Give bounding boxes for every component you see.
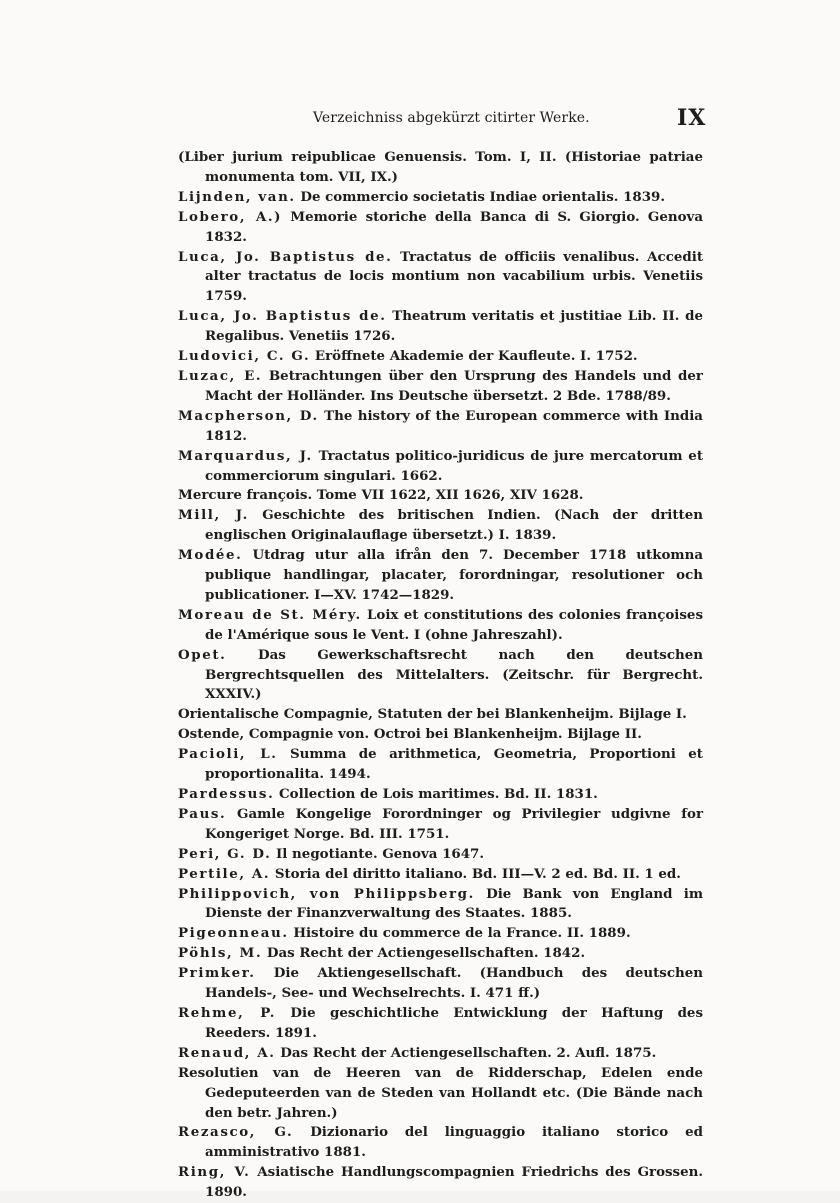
- entry-author: Luca, Jo. Baptistus de.: [178, 248, 393, 265]
- entry-author: Pacioli, L.: [178, 746, 278, 763]
- bibliography-entry: [178, 546, 703, 606]
- entry-text: Gamle Kongelige Forordninger og Privilegier udgivne for Kongeriget Norge. Bd. III. 1751.: [205, 805, 703, 842]
- bibliography-list: [178, 148, 703, 1203]
- bibliography-entry: [178, 486, 703, 506]
- entry-text: Die geschichtliche Entwicklung der Haftung des Reeders. 1891.: [205, 1004, 703, 1041]
- entry-author: Ring, V.: [178, 1164, 251, 1181]
- entry-author: Ludovici, C. G.: [178, 348, 311, 365]
- entry-text: Mercure françois. Tome VII 1622, XII 1626, XIV 1628.: [178, 487, 584, 504]
- entry-text: Die Aktiengesellschaft. (Handbuch des deutschen Handels-, See- und Wechselrechts. I. 471 ff.): [205, 965, 703, 1002]
- entry-text: De commercio societatis Indiae orientalis. 1839.: [300, 188, 666, 205]
- entry-author: Opet.: [178, 646, 227, 663]
- bibliography-entry: [178, 944, 703, 964]
- entry-author: Mill, J.: [178, 507, 249, 524]
- bibliography-entry: [178, 208, 703, 248]
- bibliography-entry: [178, 1044, 703, 1064]
- entry-text: Asiatische Handlungscompagnien Friedrichs des Grossen. 1890.: [205, 1164, 704, 1201]
- bibliography-entry: [178, 447, 703, 487]
- entry-text: Summa de arithmetica, Geometria, Proportioni et proportionalita. 1494.: [205, 746, 703, 783]
- entry-text: Tractatus politico-juridicus de jure mercatorum et commerciorum singulari. 1662.: [205, 447, 703, 484]
- entry-text: The history of the European commerce with India 1812.: [205, 407, 703, 444]
- entry-author: Pigeonneau.: [178, 925, 289, 942]
- entry-text: Ostende, Compagnie von. Octroi bei Blankenheijm. Bijlage II.: [178, 726, 642, 743]
- bibliography-entry: [178, 865, 703, 885]
- entry-author: Moreau de St. Méry.: [178, 606, 362, 623]
- entry-text: Collection de Lois maritimes. Bd. II. 1831.: [279, 786, 598, 802]
- entry-author: Paus.: [178, 805, 227, 822]
- bibliography-entry: [178, 1123, 703, 1163]
- entry-text: Resolutien van de Heeren van de Ridderschap, Edelen ende Gedeputeerden van de Steden van Hollandt etc. (Die Bände nach den betr. Jahren.): [178, 1064, 703, 1121]
- entry-text: Loix et constitutions des colonies françoises de l'Amérique sous le Vent. I (ohne Jahreszahl).: [205, 606, 703, 643]
- entry-text: Das Recht der Actiengesellschaften. 1842.: [266, 945, 586, 962]
- bibliography-entry: [178, 367, 703, 407]
- page-number: IX: [677, 105, 707, 131]
- bibliography-entry: [178, 1004, 703, 1044]
- entry-text: Geschichte des britischen Indien. (Nach der dritten englischen Originalauflage übersetzt.) I. 1839.: [205, 507, 703, 544]
- entry-text: Histoire du commerce de la France. II. 1889.: [293, 925, 631, 942]
- entry-author: Renaud, A.: [178, 1044, 276, 1061]
- entry-author: Modée.: [178, 547, 243, 564]
- bibliography-entry: [178, 148, 703, 188]
- entry-text: Il negotiante. Genova 1647.: [276, 845, 484, 862]
- running-head: [0, 105, 840, 135]
- bibliography-entry: [178, 506, 703, 546]
- running-title: Verzeichniss abgekürzt citirter Werke.: [313, 110, 590, 126]
- bibliography-entry: [178, 845, 703, 865]
- entry-author: Primker.: [178, 965, 256, 982]
- bibliography-entry: [178, 307, 703, 347]
- bibliography-entry: [178, 924, 703, 944]
- entry-text: Utdrag utur alla ifrån den 7. December 1718 utkomna publique handlingar, placater, forordningar, resolutioner och publicationer. I—XV. 1742—1829.: [205, 547, 703, 603]
- entry-author: Lijnden, van.: [178, 188, 296, 205]
- entry-author: Pöhls, M.: [178, 945, 263, 962]
- entry-author: Marquardus, J.: [178, 447, 313, 464]
- bibliography-entry: [178, 745, 703, 785]
- entry-author: Lobero, A.): [178, 208, 283, 225]
- entry-author: Rehme, P.: [178, 1004, 277, 1021]
- bibliography-entry: [178, 725, 703, 745]
- bibliography-entry: [178, 188, 703, 208]
- entry-text: Theatrum veritatis et justitiae Lib. II. de Regalibus. Venetiis 1726.: [205, 308, 703, 345]
- entry-text: Eröffnete Akademie der Kaufleute. I. 1752.: [314, 348, 638, 365]
- entry-text: Die Bank von England im Dienste der Finanzverwaltung des Staates. 1885.: [205, 885, 703, 922]
- entry-author: Macpherson, D.: [178, 407, 319, 424]
- entry-author: Luca, Jo. Baptistus de.: [178, 308, 387, 325]
- bibliography-entry: [178, 407, 703, 447]
- bibliography-entry: [178, 248, 703, 308]
- entry-author: Peri, G. D.: [178, 845, 272, 862]
- bibliography-entry: [178, 964, 703, 1004]
- bibliography-entry: [178, 1163, 703, 1203]
- entry-author: Luzac, E.: [178, 367, 263, 384]
- bibliography-entry: [178, 606, 703, 646]
- entry-text: Betrachtungen über den Ursprung des Handels und der Macht der Holländer. Ins Deutsche übersetzt. 2 Bde. 1788/89.: [205, 367, 703, 404]
- entry-text: Dizionario del linguaggio italiano storico ed amministrativo 1881.: [205, 1124, 703, 1161]
- entry-text: Tractatus de officiis venalibus. Accedit alter tractatus de locis montium non vacabilium urbis. Venetiis 1759.: [205, 248, 704, 305]
- entry-text: (Liber jurium reipublicae Genuensis. Tom. I, II. (Historiae patriae monumenta tom. VII, IX.): [178, 149, 703, 185]
- entry-text: Orientalische Compagnie, Statuten der bei Blankenheijm. Bijlage I.: [178, 706, 687, 723]
- entry-author: Rezasco, G.: [178, 1124, 294, 1141]
- entry-author: Philippovich, von Philippsberg.: [178, 885, 475, 902]
- bibliography-entry: [178, 805, 703, 845]
- bibliography-entry: [178, 347, 703, 367]
- entry-author: Pardessus.: [178, 786, 275, 802]
- bibliography-entry: [178, 705, 703, 725]
- bibliography-entry: [178, 885, 703, 925]
- entry-text: Storia del diritto italiano. Bd. III—V. 2 ed. Bd. II. 1 ed.: [274, 865, 681, 882]
- bibliography-entry: [178, 646, 703, 706]
- bibliography-entry: [178, 1064, 703, 1124]
- entry-text: Das Recht der Actiengesellschaften. 2. Aufl. 1875.: [280, 1044, 657, 1061]
- entry-text: Memorie storiche della Banca di S. Giorgio. Genova 1832.: [205, 208, 703, 245]
- entry-author: Pertile, A.: [178, 865, 271, 882]
- entry-text: Das Gewerkschaftsrecht nach den deutschen Bergrechtsquellen des Mittelalters. (Zeitschr. für Bergrecht. XXXIV.): [205, 646, 703, 703]
- bibliography-entry: [178, 785, 703, 805]
